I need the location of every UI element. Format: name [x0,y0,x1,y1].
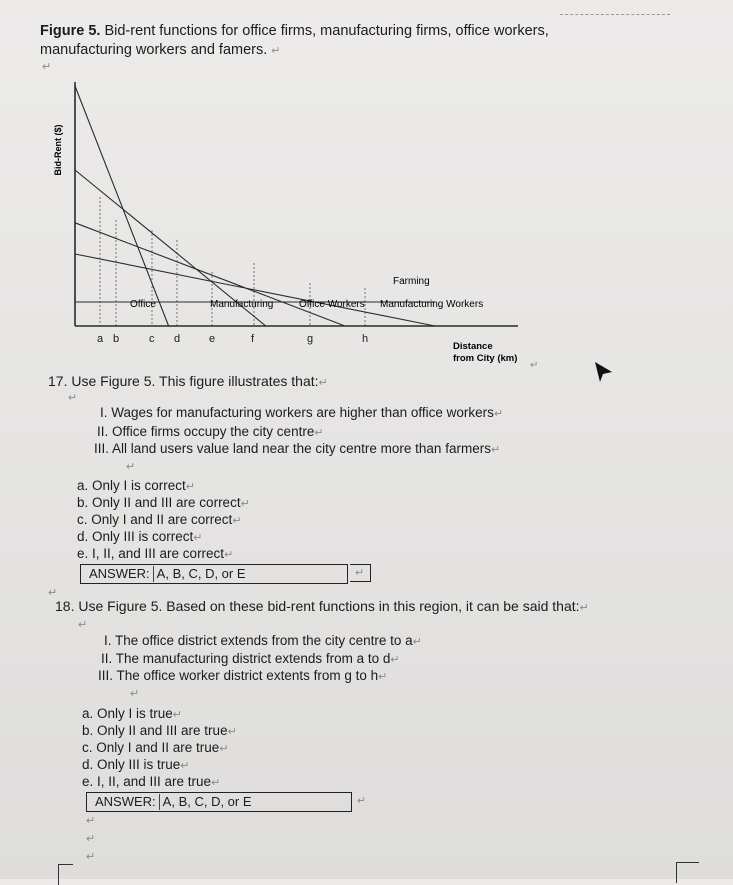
x-axis-label-line1: Distance [453,341,493,352]
mouse-cursor-icon [595,362,612,382]
q17-option-a[interactable]: a. Only I is correct↵ [77,478,195,493]
q17-statement-1: I. Wages for manufacturing workers are higher than office workers↵ [100,405,504,420]
bid-rent-chart [0,0,733,400]
q17-statement-2: II. Office firms occupy the city centre↵ [97,424,324,439]
curve-label-farming: Farming [393,276,430,287]
return-mark-icon: ↵ [86,833,96,845]
q18-answer-value[interactable]: A, B, C, D, or E [159,794,252,810]
curve-office [75,86,169,326]
q18-statement-2: II. The manufacturing district extends from a to d↵ [101,651,400,666]
q17-answer-value[interactable]: A, B, C, D, or E [153,566,246,582]
return-mark-icon: ↵ [530,360,539,371]
tick-label-e: e [209,333,216,345]
return-mark-icon: ↵ [271,45,281,57]
q17-stem: 17. Use Figure 5. This figure illustrates that:↵ [48,373,328,389]
curve-label-manufacturing-workers: Manufacturing Workers [380,299,484,310]
return-mark-icon: ↵ [78,619,88,631]
return-mark-icon: ↵ [68,392,78,404]
return-mark-icon: ↵ [357,795,367,807]
return-mark-icon: ↵ [126,461,136,473]
q17-option-e[interactable]: e. I, II, and III are correct↵ [77,546,234,561]
tick-label-b: b [113,333,120,345]
q17-option-d[interactable]: d. Only III is correct↵ [77,529,203,544]
tick-label-c: c [149,333,155,345]
tick-label-a: a [97,333,104,345]
y-axis-label: Bid-Rent ($) [53,124,63,176]
tick-label-f: f [251,333,255,345]
q18-option-e[interactable]: e. I, II, and III are true↵ [82,774,221,789]
q18-stem: 18. Use Figure 5. Based on these bid-rent functions in this region, it can be said that:↵ [55,598,589,614]
corner-mark-right [676,862,699,883]
curve-manufacturing-workers [75,254,435,326]
curve-label-office-workers: Office Workers [299,299,365,310]
q18-option-a[interactable]: a. Only I is true↵ [82,706,183,721]
curve-label-manufacturing: Manufacturing [210,299,274,310]
q18-statement-3: III. The office worker district extents from g to h↵ [98,668,388,683]
tick-label-d: d [174,333,181,345]
q17-option-c[interactable]: c. Only I and II are correct↵ [77,512,242,527]
q17-statement-3: III. All land users value land near the city centre more than farmers↵ [94,441,501,456]
return-mark-icon: ↵ [48,587,58,599]
return-mark-icon: ↵ [42,61,52,73]
return-mark-icon: ↵ [86,815,96,827]
tick-label-g: g [307,333,314,345]
q17-answer-box[interactable]: ANSWER: A, B, C, D, or E [80,564,348,584]
curve-label-office: Office [130,299,156,310]
q18-option-d[interactable]: d. Only III is true↵ [82,757,190,772]
return-mark-icon: ↵ [86,851,96,863]
return-mark-icon: ↵ [130,688,140,700]
figure-caption: Bid-rent functions for office firms, manufacturing firms, office workers, manufacturing workers and famers. [40,23,549,58]
q18-option-c[interactable]: c. Only I and II are true↵ [82,740,229,755]
q18-statement-1: I. The office district extends from the city centre to a↵ [104,633,422,648]
corner-mark-left [58,864,73,885]
x-axis-label-line2: from City (km) [453,353,518,364]
q18-answer-box[interactable]: ANSWER: A, B, C, D, or E [86,792,352,812]
curve-office-workers [75,223,345,326]
q17-option-b[interactable]: b. Only II and III are correct↵ [77,495,250,510]
return-mark-icon: ↵ [355,567,365,579]
tick-label-h: h [362,333,369,345]
figure-label: Figure 5. [40,23,101,39]
q18-option-b[interactable]: b. Only II and III are true↵ [82,723,237,738]
